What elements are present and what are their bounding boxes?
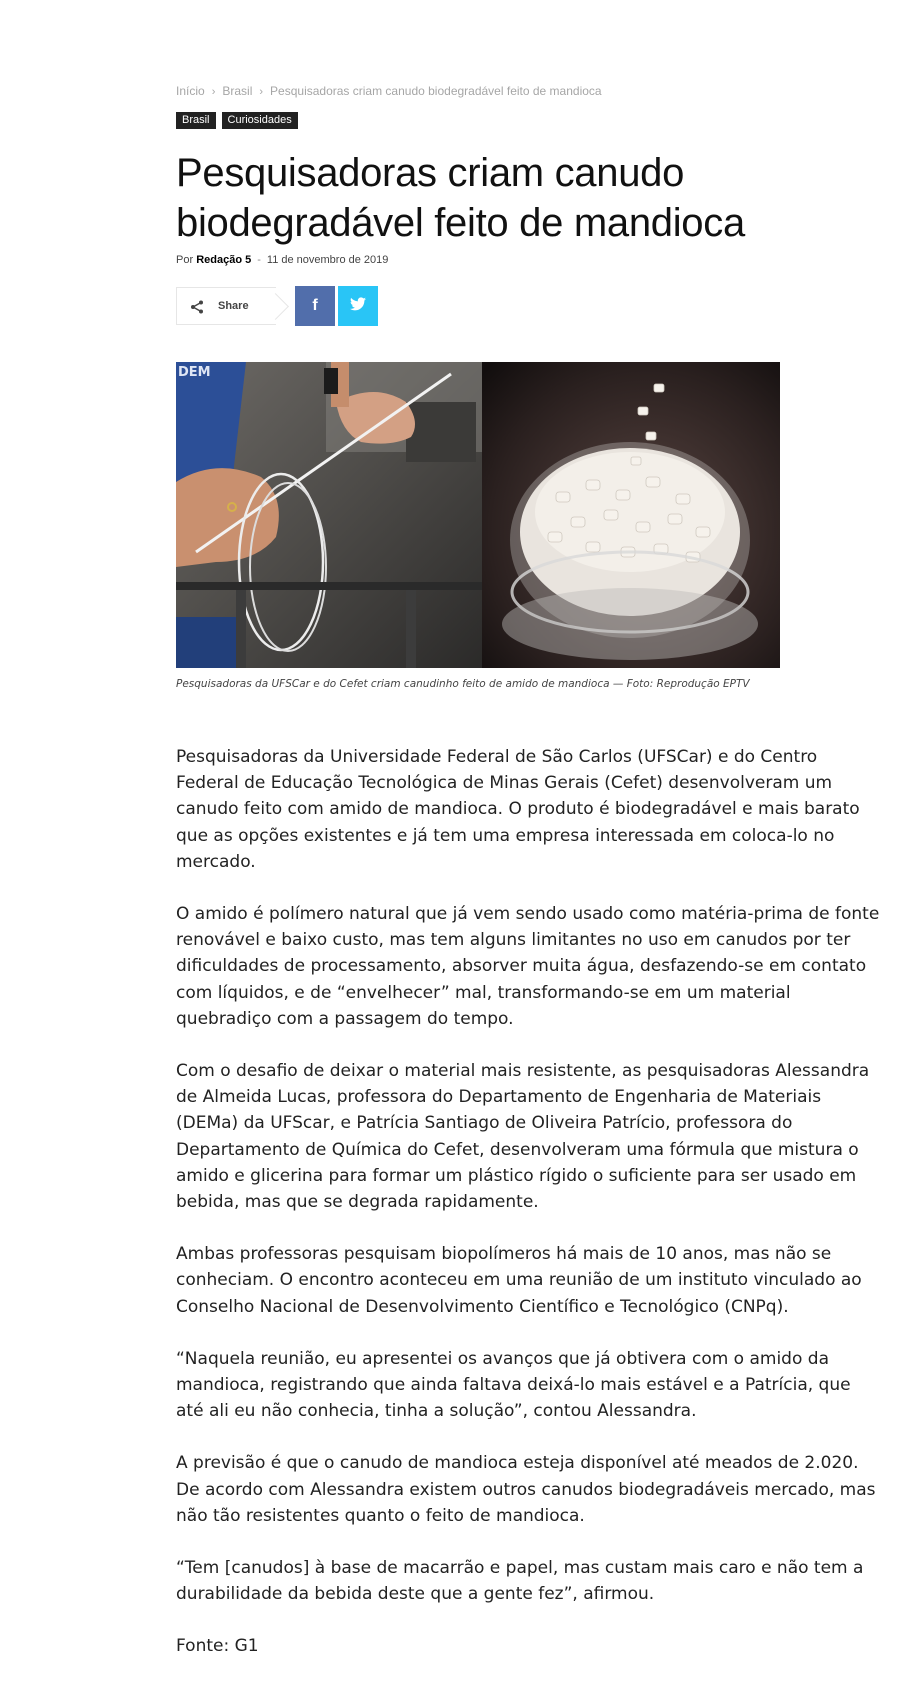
breadcrumb-separator: ›	[211, 86, 216, 98]
twitter-share-button[interactable]	[338, 286, 378, 326]
photo-straw-hands	[176, 362, 482, 668]
article-paragraph: Pesquisadoras da Universidade Federal de São Carlos (UFSCar) e do Centro Federal de Educação Tecnológica de Minas Gerais (Cefet) desenvolveram um canudo feito com amido de mandioca. O produto é biodegradável e mais barato que as opções existentes e já tem uma empresa interessada em coloca-lo no mercado.	[176, 747, 860, 872]
article-image	[176, 362, 780, 668]
meta-separator: -	[257, 254, 261, 266]
article-paragraph: A previsão é que o canudo de mandioca esteja disponível até meados de 2.020. De acordo com Alessandra existem outros canudos biodegradáveis mercado, mas não tão resistentes quanto o feito de mandioca.	[176, 1453, 876, 1526]
category-tag-brasil[interactable]: Brasil	[176, 112, 216, 129]
by-label: Por	[176, 254, 194, 266]
facebook-icon: f	[312, 297, 318, 314]
category-tag-curiosidades[interactable]: Curiosidades	[222, 112, 298, 129]
article-meta	[176, 254, 388, 266]
share-button[interactable]	[176, 287, 276, 325]
share-bar	[176, 286, 378, 326]
article-paragraph: “Naquela reunião, eu apresentei os avanços que já obtivera com o amido da mandioca, registrando que ainda faltava deixá-lo mais estável e a Patrícia, que até ali eu não conhecia, tinha a solução”, contou Alessandra.	[176, 1348, 851, 1422]
author-link[interactable]: Redação 5	[196, 254, 252, 266]
share-label: Share	[218, 300, 249, 312]
breadcrumb-category-link[interactable]: Brasil	[222, 84, 253, 98]
breadcrumb-separator: ›	[259, 86, 264, 98]
article-paragraph: “Tem [canudos] à base de macarrão e papel, mas custam mais caro e não tem a durabilidade da bebida deste que a gente fez”, afirmou.	[176, 1558, 864, 1605]
share-icon	[190, 299, 204, 313]
article-body	[176, 744, 882, 1686]
photo-cassava-pellets	[482, 362, 780, 668]
breadcrumb	[176, 84, 602, 98]
article-title: Pesquisadoras criam canudo biodegradável feito de mandioca	[176, 151, 745, 245]
article-paragraph: O amido é polímero natural que já vem sendo usado como matéria-prima de fonte renovável e baixo custo, mas tem alguns limitantes no uso em canudos por ter dificuldades de processamento, absorver muita água, desfazendo-se em contato com líquidos, e de “envelhecer” mal, transformando-se em um material quebradiço com a passagem do tempo.	[176, 904, 880, 1029]
article-paragraph: Com o desafio de deixar o material mais resistente, as pesquisadoras Alessandra de Almeida Lucas, professora do Departamento de Engenharia de Materiais (DEMa) da UFScar, e Patrícia Santiago de Oliveira Patrício, professora do Departamento de Química do Cefet, desenvolveram uma fórmula que mistura o amido e glicerina para formar um plástico rígido o suficiente para ser usado em bebida, mas que se degrada rapidamente.	[176, 1061, 870, 1213]
breadcrumb-current: Pesquisadoras criam canudo biodegradável feito de mandioca	[270, 84, 602, 98]
shirt-text: DEM	[178, 365, 211, 380]
article-paragraph: Ambas professoras pesquisam biopolímeros há mais de 10 anos, mas não se conheciam. O encontro aconteceu em uma reunião de um instituto vinculado ao Conselho Nacional de Desenvolvimento Científico e Tecnológico (CNPq).	[176, 1244, 862, 1317]
article-source: Fonte: G1	[176, 1636, 259, 1657]
publish-date: 11 de novembro de 2019	[266, 254, 389, 266]
twitter-icon	[350, 297, 366, 316]
category-tags	[176, 112, 298, 129]
image-caption: Pesquisadoras da UFSCar e do Cefet criam canudinho feito de amido de mandioca — Foto: Reprodução EPTV	[176, 678, 750, 690]
facebook-share-button[interactable]	[295, 286, 335, 326]
breadcrumb-home-link[interactable]: Início	[176, 84, 205, 98]
